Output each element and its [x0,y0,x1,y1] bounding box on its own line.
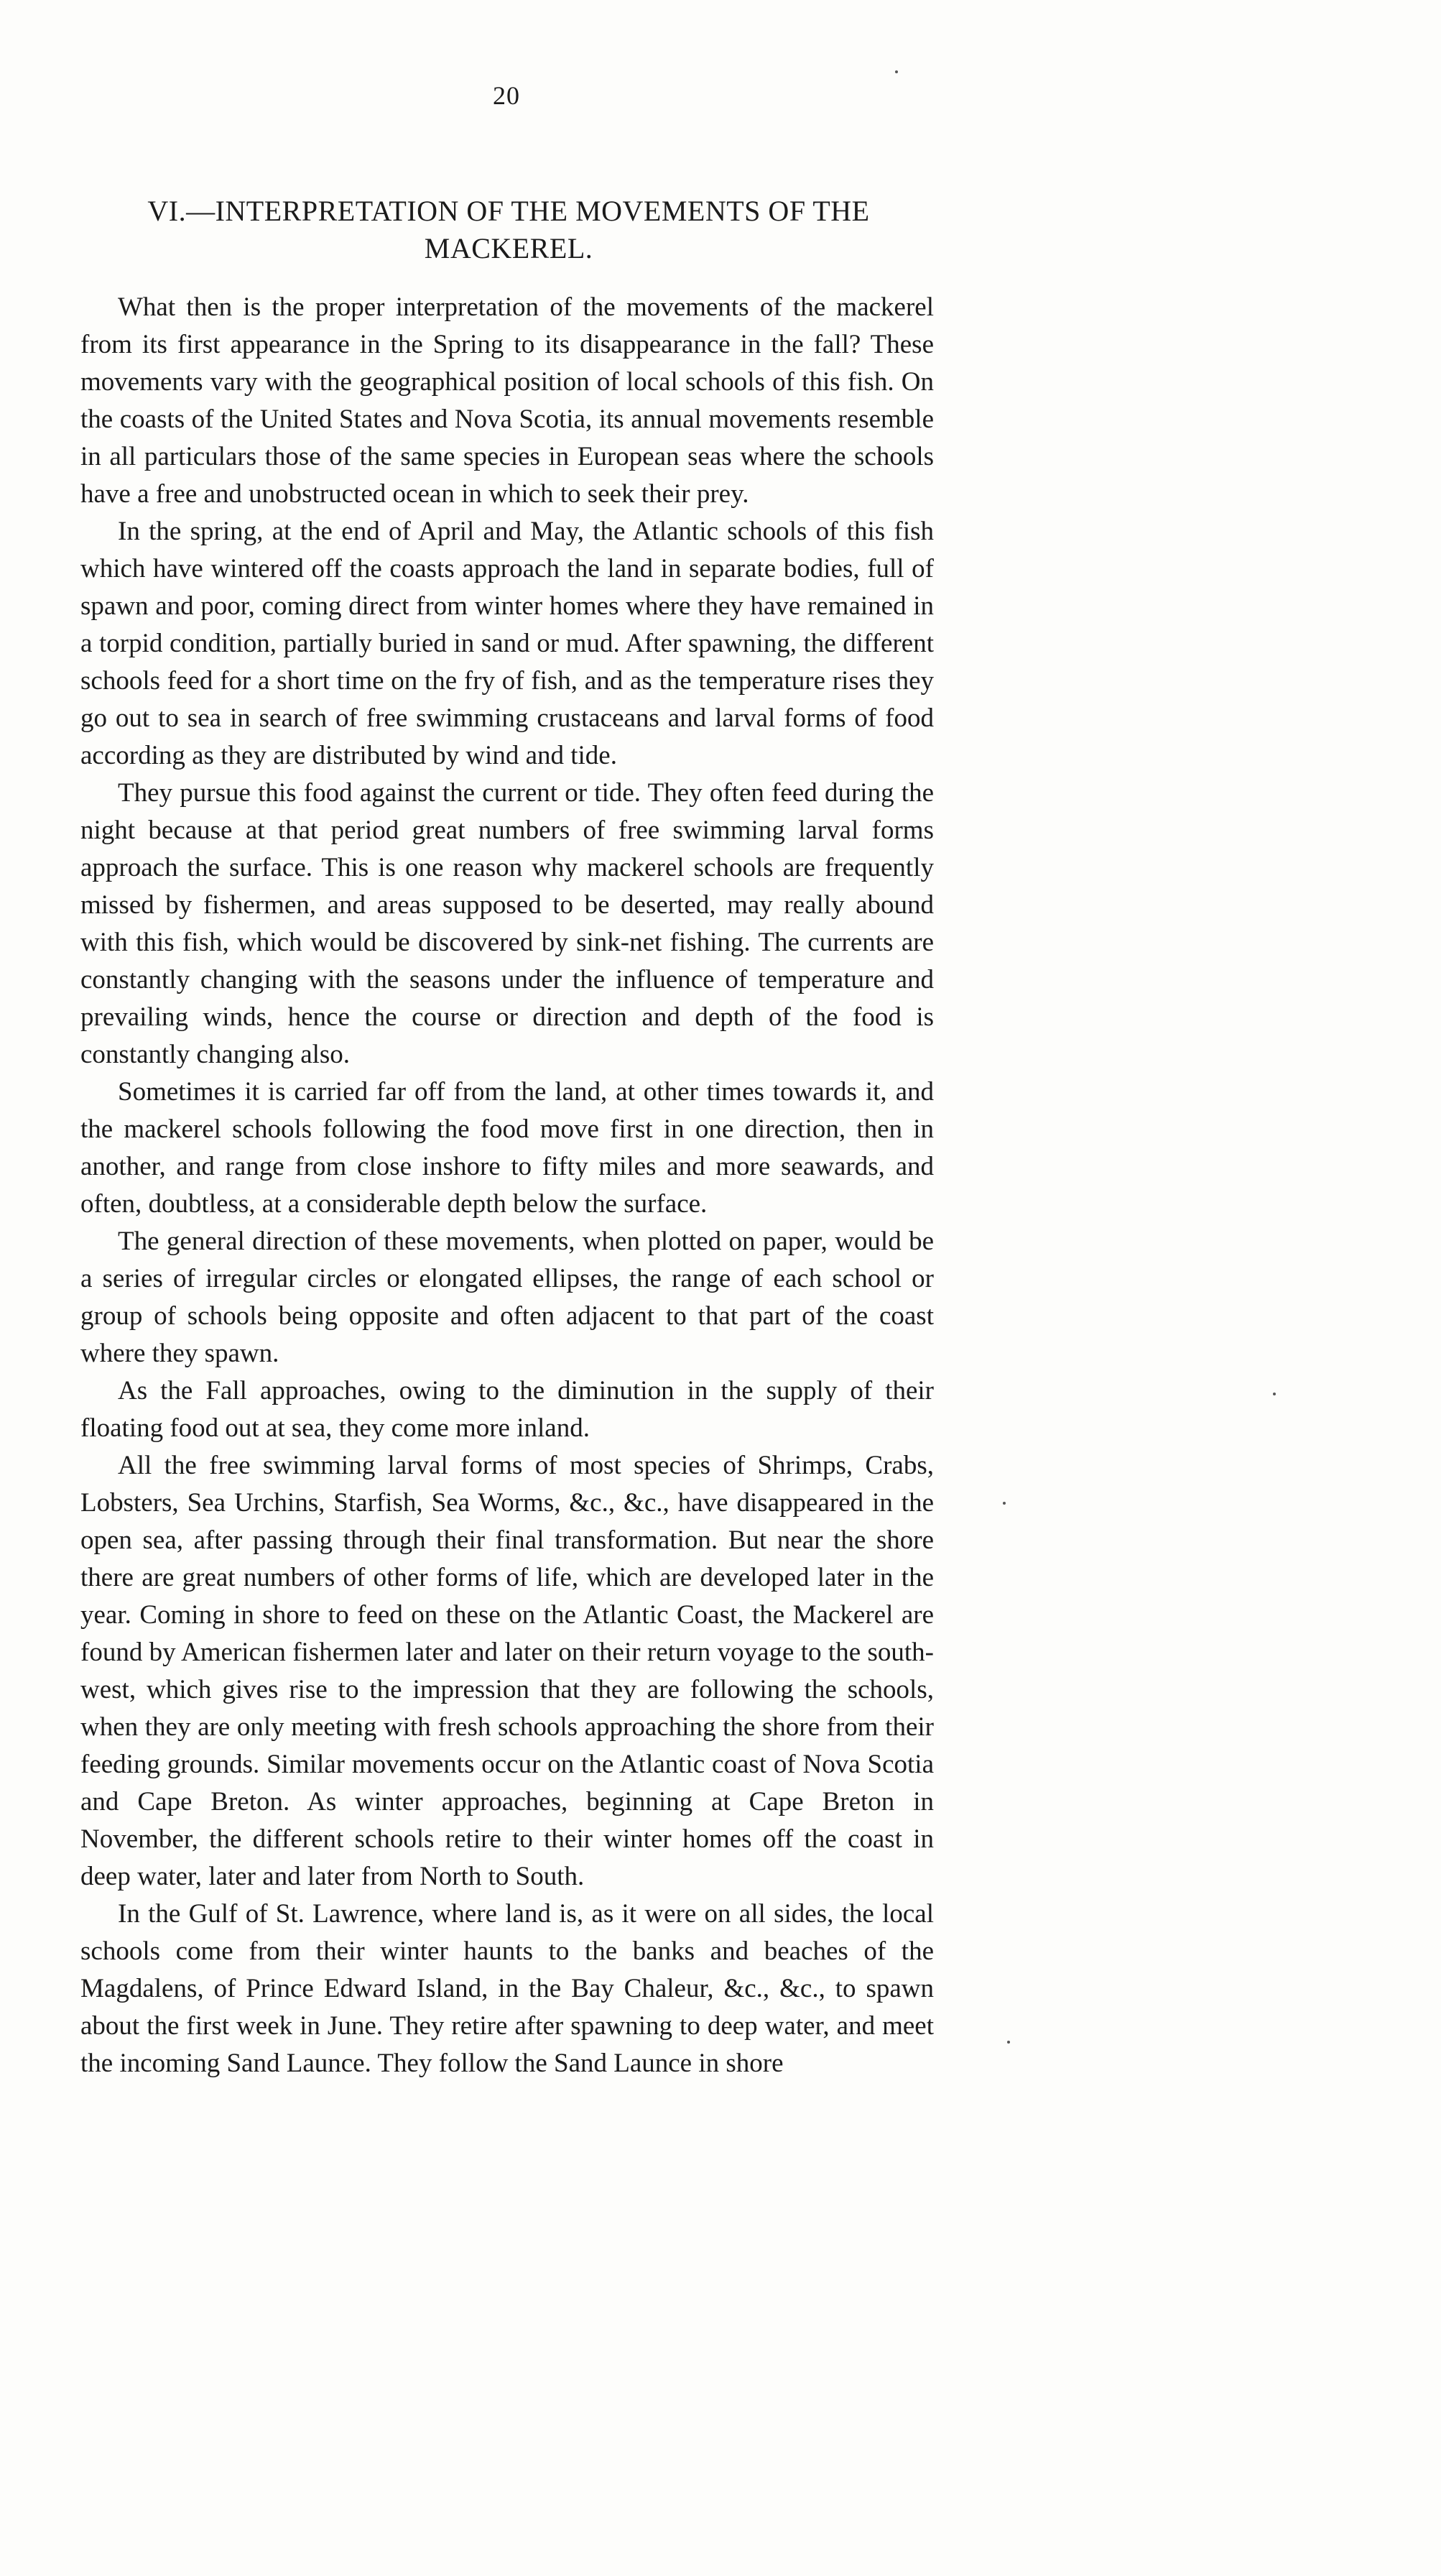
scan-speck [895,70,898,73]
section-heading: VI.—INTERPRETATION OF THE MOVEMENTS OF THE MACKEREL. [147,195,870,264]
body-text [80,289,934,2082]
scan-speck [1273,1393,1276,1395]
paragraph: As the Fall approaches, owing to the diminution in the supply of their floating food out at sea, they come more inland. [80,1376,934,1443]
paragraph: In the Gulf of St. Lawrence, where land is, as it were on all sides, the local schools come from their winter haunts to the banks and beaches of the Magdalens, of Prince Edward Island, in the Bay Chaleur, &c., &c., to spawn about the first week in June. They retire after spawning to deep water, and meet the incoming Sand Launce. They follow the Sand Launce in shore [80,1899,934,2078]
paragraph: What then is the proper interpretation of the movements of the mackerel from its first appearance in the Spring to its disappearance in the fall? These movements vary with the geographical position of local schools of this fish. On the coasts of the United States and Nova Scotia, its annual movements resemble in all particulars those of the same species in European seas where the schools have a free and unobstructed ocean in which to seek their prey. [80,292,934,509]
paragraph: Sometimes it is carried far off from the land, at other times towards it, and the mackerel schools following the food move first in one direction, then in another, and range from close inshore to fifty miles and more seawards, and often, doubtless, at a considerable depth below the surface. [80,1077,934,1219]
paragraph: The general direction of these movements, when plotted on paper, would be a series of irregular circles or elongated ellipses, the range of each school or group of schools being opposite and often adjacent to that part of the coast where they spawn. [80,1227,934,1368]
scan-speck [1003,1502,1006,1505]
paragraph: They pursue this food against the current or tide. They often feed during the night because at that period great numbers of free swimming larval forms approach the surface. This is one reason why mackerel schools are frequently missed by fishermen, and areas supposed to be deserted, may really abound with this fish, which would be discovered by sink-net fishing. The currents are constantly changing with the seasons under the influence of temperature and prevailing winds, hence the course or direction and depth of the food is constantly changing also. [80,778,934,1069]
paragraph: In the spring, at the end of April and May, the Atlantic schools of this fish which have wintered off the coasts approach the land in separate bodies, full of spawn and poor, coming direct from winter homes where they have remained in a torpid condition, partially buried in sand or mud. After spawning, the different schools feed for a short time on the fry of fish, and as the temperature rises they go out to sea in search of free swimming crustaceans and larval forms of food according as they are distributed by wind and tide. [80,517,934,770]
page-number: 20 [493,81,520,110]
paragraph: All the free swimming larval forms of most species of Shrimps, Crabs, Lobsters, Sea Urchins, Starfish, Sea Worms, &c., &c., have disappeared in the open sea, after passing through their final transformation. But near the shore there are great numbers of other forms of life, which are developed later in the year. Coming in shore to feed on these on the Atlantic Coast, the Mackerel are found by American fishermen later and later on their return voyage to the south-west, which gives rise to the impression that they are following the schools, when they are only meeting with fresh schools approaching the shore from their feeding grounds. Similar movements occur on the Atlantic coast of Nova Scotia and Cape Breton. As winter approaches, beginning at Cape Breton in November, the different schools retire to their winter homes off the coast in deep water, later and later from North to South. [80,1451,934,1891]
scan-speck [1007,2041,1010,2044]
